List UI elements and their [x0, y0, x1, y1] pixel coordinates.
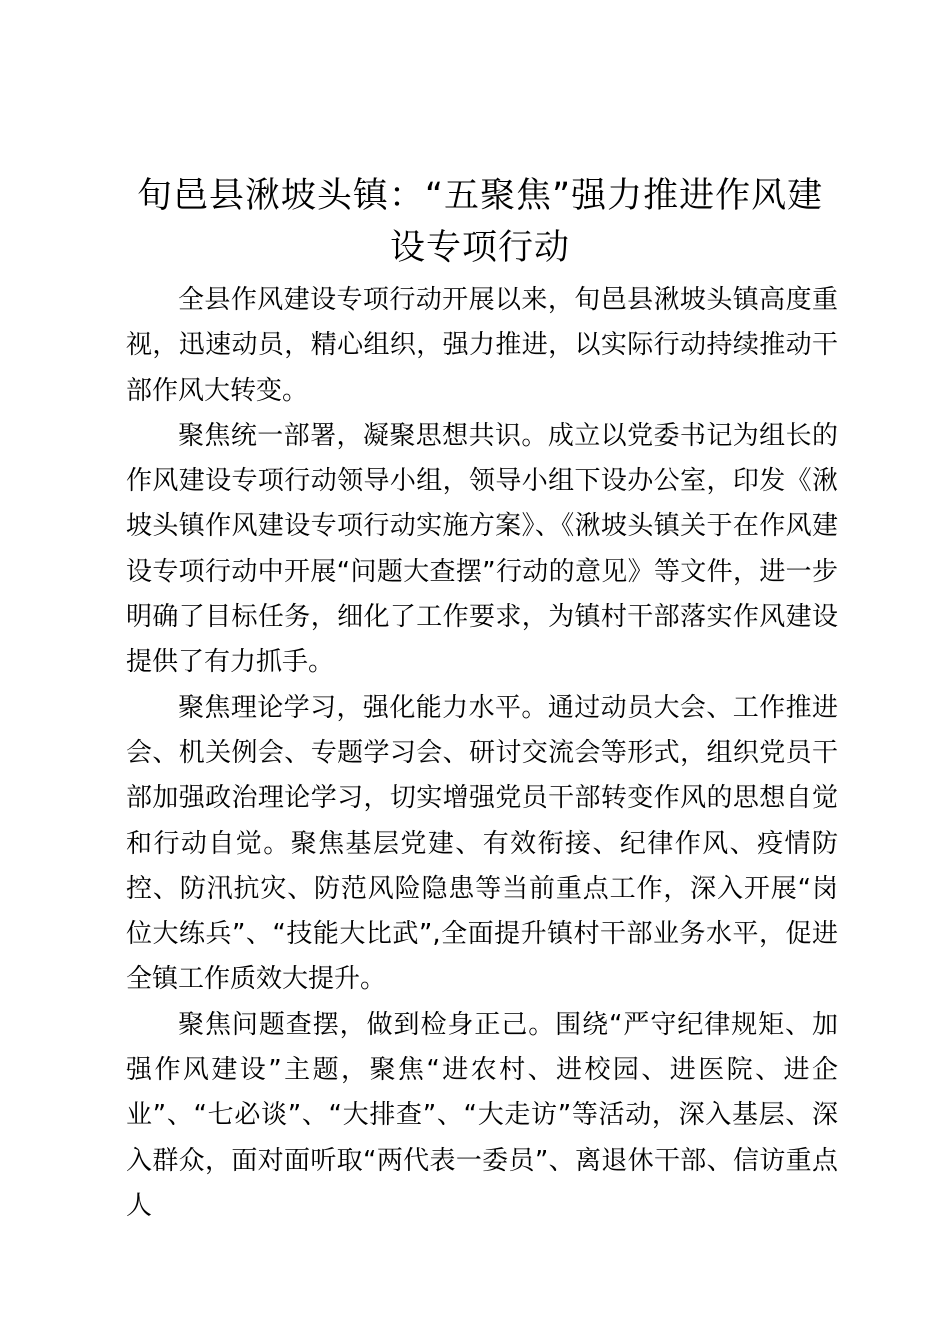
paragraph-deployment: 聚焦统一部署，凝聚思想共识。成立以党委书记为组长的作风建设专项行动领导小组，领导小组下设办公室，印发《湫坡头镇作风建设专项行动实施方案》、《湫坡头镇关于在作风建设专项行动中开展“问题大查摆”行动的意见》等文件，进一步明确了目标任务，细化了工作要求，为镇村干部落实作风建设提供了有力抓手。 [126, 420, 838, 678]
paragraph-theory-study: 聚焦理论学习，强化能力水平。通过动员大会、工作推进会、机关例会、专题学习会、研讨交流会等形式，组织党员干部加强政治理论学习，切实增强党员干部转变作风的思想自觉和行动自觉。聚焦基层党建、有效衔接、纪律作风、疫情防控、防汛抗灾、防范风险隐患等当前重点工作，深入开展“岗位大练兵”、“技能大比武”,全面提升镇村干部业务水平，促进全镇工作质效大提升。 [126, 692, 838, 995]
paragraph-intro: 全县作风建设专项行动开展以来，旬邑县湫坡头镇高度重视，迅速动员，精心组织，强力推进，以实际行动持续推动干部作风大转变。 [126, 285, 838, 406]
document-title: 旬邑县湫坡头镇：“五聚焦”强力推进作风建设专项行动 [136, 176, 824, 268]
paragraph-problem-check: 聚焦问题查摆，做到检身正己。围绕“严守纪律规矩、加强作风建设”主题，聚焦“进农村、进校园、进医院、进企业”、“七必谈”、“大排查”、“大走访”等活动，深入基层、深入群众，面对面听取“两代表一委员”、离退休干部、信访重点人 [126, 1009, 838, 1221]
document-body [126, 278, 838, 1229]
